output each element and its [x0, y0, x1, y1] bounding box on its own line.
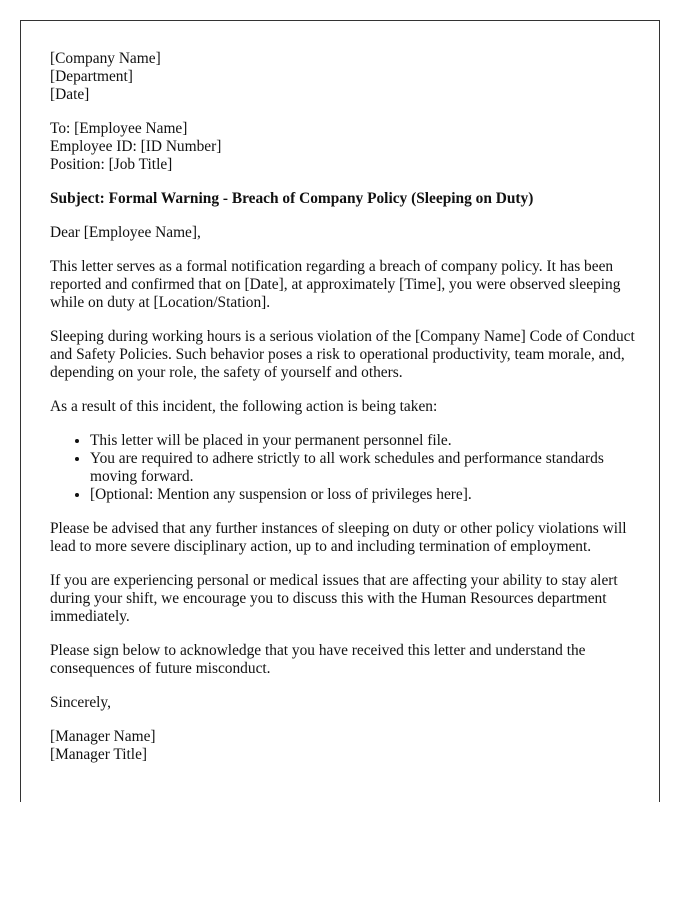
letter-date: [Date] [50, 86, 90, 103]
action-item: • [Optional: Mention any suspension or loss of privileges here]. [90, 486, 640, 504]
action-item: • This letter will be placed in your permanent personnel file. [90, 432, 640, 450]
position: Position: [Job Title] [50, 156, 173, 173]
paragraph-acknowledge: Please sign below to acknowledge that you have received this letter and understand the consequences of future misconduct. [50, 642, 586, 677]
recipient-name: To: [Employee Name] [50, 120, 188, 137]
action-list [50, 432, 640, 504]
manager-title: [Manager Title] [50, 746, 148, 763]
letter-page [20, 20, 660, 802]
action-item: • You are required to adhere strictly to all work schedules and performance standards moving forward. [90, 450, 640, 486]
sender-block [50, 50, 640, 104]
signature-block [50, 728, 640, 764]
recipient-block [50, 120, 640, 174]
paragraph-notification: This letter serves as a formal notification regarding a breach of company policy. It has been reported and confirmed that on [Date], at approximately [Time], you were observed sleeping while on duty at [Location/Station]. [50, 258, 621, 311]
employee-id: Employee ID: [ID Number] [50, 138, 222, 155]
manager-name: [Manager Name] [50, 728, 156, 745]
signoff: Sincerely, [50, 694, 111, 711]
letter-content [50, 50, 640, 780]
paragraph-action-intro: As a result of this incident, the following action is being taken: [50, 398, 438, 415]
subject-line: Subject: Formal Warning - Breach of Company Policy (Sleeping on Duty) [50, 190, 534, 207]
paragraph-violation: Sleeping during working hours is a serious violation of the [Company Name] Code of Conduct and Safety Policies. Such behavior poses a risk to operational productivity, team morale, and, depending on your role, the safety of yourself and others. [50, 328, 635, 381]
department: [Department] [50, 68, 133, 85]
paragraph-further-violations: Please be advised that any further instances of sleeping on duty or other policy violations will lead to more severe disciplinary action, up to and including termination of employment. [50, 520, 627, 555]
paragraph-support: If you are experiencing personal or medical issues that are affecting your ability to stay alert during your shift, we encourage you to discuss this with the Human Resources department immediately. [50, 572, 618, 625]
salutation: Dear [Employee Name], [50, 224, 201, 241]
company-name: [Company Name] [50, 50, 161, 67]
